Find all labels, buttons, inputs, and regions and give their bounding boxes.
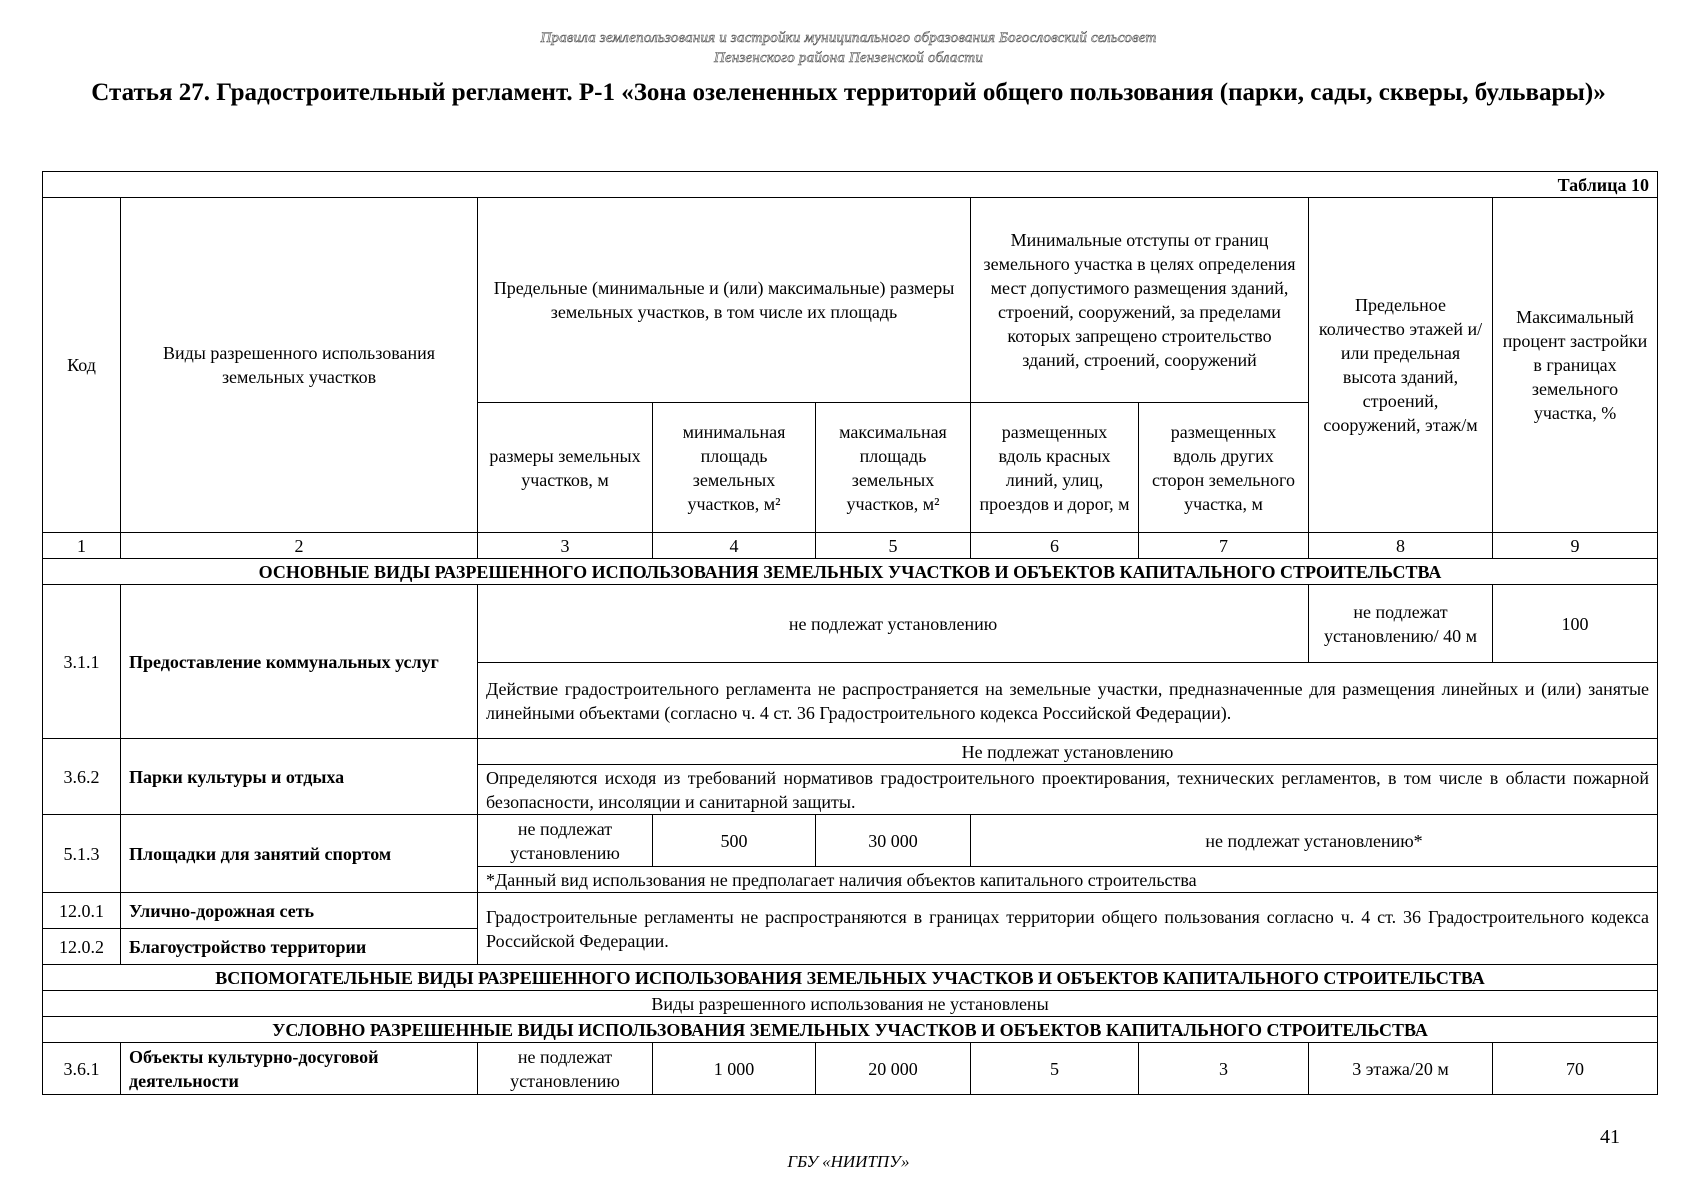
column-number: 7 [1139, 533, 1309, 559]
column-number: 3 [478, 533, 653, 559]
row-513-max-area: 30 000 [816, 815, 971, 867]
column-number: 2 [121, 533, 478, 559]
column-number: 1 [43, 533, 121, 559]
table-caption: Таблица 10 [43, 172, 1658, 198]
header-code: Код [43, 198, 121, 533]
row-513-note: *Данный вид использования не предполагает наличия объектов капитального строительства [478, 867, 1658, 893]
row-362-code: 3.6.2 [43, 739, 121, 815]
row-1202-name: Благоустройство территории [121, 929, 478, 965]
regulation-table [42, 171, 1658, 1095]
row-311-note: Действие градостроительного регламента не распространяется на земельные участки, предназначенные для размещения линейных и (или) занятые линейными объектами (согласно ч. 4 ст. 36 Градостроительного кодекса Российской Федерации). [478, 663, 1658, 739]
row-1202-code: 12.0.2 [43, 929, 121, 965]
row-361-floors: 3 этажа/20 м [1309, 1043, 1493, 1095]
article-title: Статья 27. Градостроительный регламент. Р-1 «Зона озелененных территорий общего пользования (парки, сады, скверы, бульвары)» [91, 79, 1606, 106]
row-513-size: не подлежат установлению [478, 815, 653, 867]
header-setback-red: размещенных вдоль красных линий, улиц, проездов и дорог, м [971, 403, 1139, 533]
section-cond-heading: УСЛОВНО РАЗРЕШЕННЫЕ ВИДЫ ИСПОЛЬЗОВАНИЯ ЗЕМЕЛЬНЫХ УЧАСТКОВ И ОБЪЕКТОВ КАПИТАЛЬНОГО СТРОИТЕЛЬСТВА [43, 1017, 1658, 1043]
row-1201-name: Улично-дорожная сеть [121, 893, 478, 929]
row-361-name: Объекты культурно-досуговой деятельности [121, 1043, 478, 1095]
row-361-setback-red: 5 [971, 1043, 1139, 1095]
section-aux-heading: ВСПОМОГАТЕЛЬНЫЕ ВИДЫ РАЗРЕШЕННОГО ИСПОЛЬЗОВАНИЯ ЗЕМЕЛЬНЫХ УЧАСТКОВ И ОБЪЕКТОВ КАПИТАЛЬНОГО СТРОИТЕЛЬСТВА [43, 965, 1658, 991]
footer: ГБУ «НИИТПУ» [787, 1152, 910, 1171]
row-513-rest: не подлежат установлению* [971, 815, 1658, 867]
header-setback-other: размещенных вдоль других сторон земельного участка, м [1139, 403, 1309, 533]
header-use-types: Виды разрешенного использования земельных участков [121, 198, 478, 533]
section-main-heading: ОСНОВНЫЕ ВИДЫ РАЗРЕШЕННОГО ИСПОЛЬЗОВАНИЯ ЗЕМЕЛЬНЫХ УЧАСТКОВ И ОБЪЕКТОВ КАПИТАЛЬНОГО СТРОИТЕЛЬСТВА [43, 559, 1658, 585]
row-361-min-area: 1 000 [653, 1043, 816, 1095]
column-number: 6 [971, 533, 1139, 559]
header-size: размеры земельных участков, м [478, 403, 653, 533]
column-number: 4 [653, 533, 816, 559]
row-362-value: Не подлежат установлению [478, 739, 1658, 765]
row-361-code: 3.6.1 [43, 1043, 121, 1095]
row-311-sizes: не подлежат установлению [478, 585, 1309, 663]
row-12-note: Градостроительные регламенты не распространяются в границах территории общего пользования согласно ч. 4 ст. 36 Градостроительного кодекса Российской Федерации. [478, 893, 1658, 965]
running-header [0, 28, 1697, 68]
header-floors: Предельное количество этажей и/или предельная высота зданий, строений, сооружений, этаж/м [1309, 198, 1493, 533]
row-362-name: Парки культуры и отдыха [121, 739, 478, 815]
row-361-coverage: 70 [1493, 1043, 1658, 1095]
header-max-area: максимальная площадь земельных участков, м² [816, 403, 971, 533]
row-362-note: Определяются исходя из требований нормативов градостроительного проектирования, технических регламентов, в том числе в области пожарной безопасности, инсоляции и санитарной защиты. [478, 765, 1658, 815]
row-361-size: не подлежат установлению [478, 1043, 653, 1095]
running-header-line-1: Правила землепользования и застройки муниципального образования Богословский сельсовет [540, 30, 1157, 46]
row-361-max-area: 20 000 [816, 1043, 971, 1095]
header-setback-group: Минимальные отступы от границ земельного участка в целях определения мест допустимого размещения зданий, строений, сооружений, за пределами которых запрещено строительство зданий, строений, сооружений [971, 198, 1309, 403]
row-311-floors: не подлежат установлению/ 40 м [1309, 585, 1493, 663]
row-513-min-area: 500 [653, 815, 816, 867]
column-number: 5 [816, 533, 971, 559]
aux-note: Виды разрешенного использования не установлены [43, 991, 1658, 1017]
row-311-coverage: 100 [1493, 585, 1658, 663]
column-number: 8 [1309, 533, 1493, 559]
running-header-line-2: Пензенского района Пензенской области [713, 50, 984, 66]
page-number: 41 [1600, 1126, 1620, 1148]
row-1201-code: 12.0.1 [43, 893, 121, 929]
header-coverage: Максимальный процент застройки в границах земельного участка, % [1493, 198, 1658, 533]
row-361-setback-other: 3 [1139, 1043, 1309, 1095]
column-number: 9 [1493, 533, 1658, 559]
header-size-group: Предельные (минимальные и (или) максимальные) размеры земельных участков, в том числе их площадь [478, 198, 971, 403]
row-513-code: 5.1.3 [43, 815, 121, 893]
row-311-name: Предоставление коммунальных услуг [121, 585, 478, 739]
row-513-name: Площадки для занятий спортом [121, 815, 478, 893]
row-311-code: 3.1.1 [43, 585, 121, 739]
header-min-area: минимальная площадь земельных участков, м² [653, 403, 816, 533]
